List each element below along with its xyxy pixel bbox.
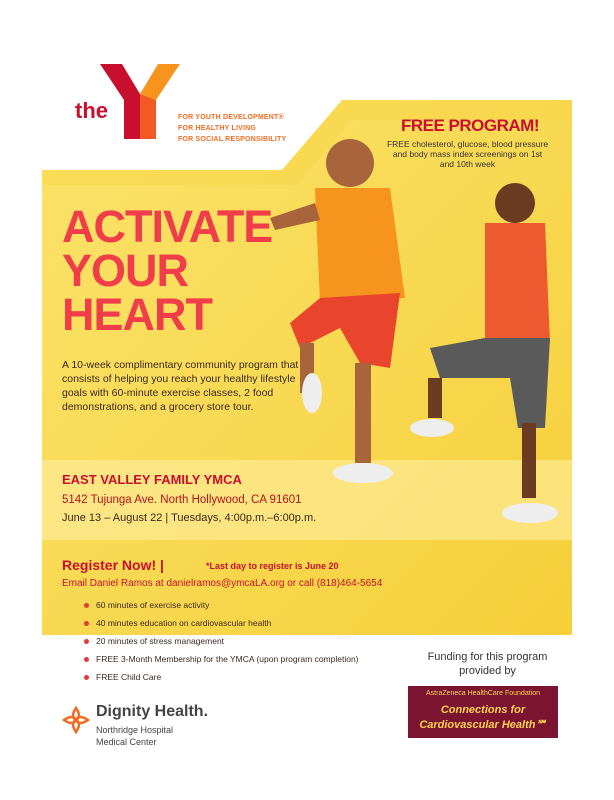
list-item-text: FREE 3-Month Membership for the YMCA (upon program completion) [96,654,359,664]
funding-text: Funding for this program provided by [427,651,548,677]
location-address: 5142 Tujunga Ave. North Hollywood, CA 91601 [62,494,302,506]
intro-text: A 10-week complimentary community program that consists of helping you reach your healthy lifestyle goals with 60-minute exercise classes, 2 food demonstrations, and a grocery store tour. [62,359,299,413]
list-item-text: 60 minutes of exercise activity [96,600,210,610]
list-item [84,650,359,668]
hospital-name: Northridge Hospital [96,725,174,735]
tagline-line: FOR HEALTHY LIVING [178,125,257,132]
hospital-subname: Medical Center [96,737,157,747]
ymca-y-icon [100,64,180,144]
headline [62,201,273,340]
list-item [84,596,359,614]
logo-the-text: the [75,98,108,123]
exercising-people-photo [260,128,560,548]
free-program-title: FREE PROGRAM! [401,116,539,135]
headline-line: ACTIVATE [62,201,273,252]
bullet-dot-icon [84,675,89,680]
location-name: EAST VALLEY FAMILY YMCA [62,472,242,487]
free-program-description: FREE cholesterol, glucose, blood pressure and body mass index screenings on 1st and 10th week [386,139,549,169]
list-item [84,632,359,650]
sponsor-program-line: Cardiovascular Health℠ [419,719,547,731]
bullet-dot-icon [84,639,89,644]
headline-line: YOUR [62,245,189,296]
sponsor-program-line: Connections for [440,704,526,716]
bullet-dot-icon [84,603,89,608]
register-contact[interactable]: Email Daniel Ramos at danielramos@ymcaLA.org or call (818)464-5654 [62,578,383,589]
headline-line: HEART [62,289,212,340]
list-item-text: FREE Child Care [96,672,162,682]
list-item-text: 40 minutes education on cardiovascular health [96,618,272,628]
bullet-dot-icon [84,621,89,626]
register-deadline-note: *Last day to register is June 20 [206,561,339,571]
sponsor-name: AstraZeneca HealthCare Foundation [425,690,540,697]
benefits-list [84,596,359,686]
list-item-text: 20 minutes of stress management [96,636,225,646]
bullet-dot-icon [84,657,89,662]
list-item [84,668,359,686]
dignity-health-name: Dignity Health. [96,703,209,720]
tagline-line: FOR SOCIAL RESPONSIBILITY [178,136,287,143]
location-dates: June 13 – August 22 | Tuesdays, 4:00p.m.–6:00p.m. [62,512,317,524]
register-title: Register Now! | [62,557,164,573]
tagline-line: FOR YOUTH DEVELOPMENT® [178,114,284,121]
dignity-health-icon [60,704,92,736]
list-item [84,614,359,632]
